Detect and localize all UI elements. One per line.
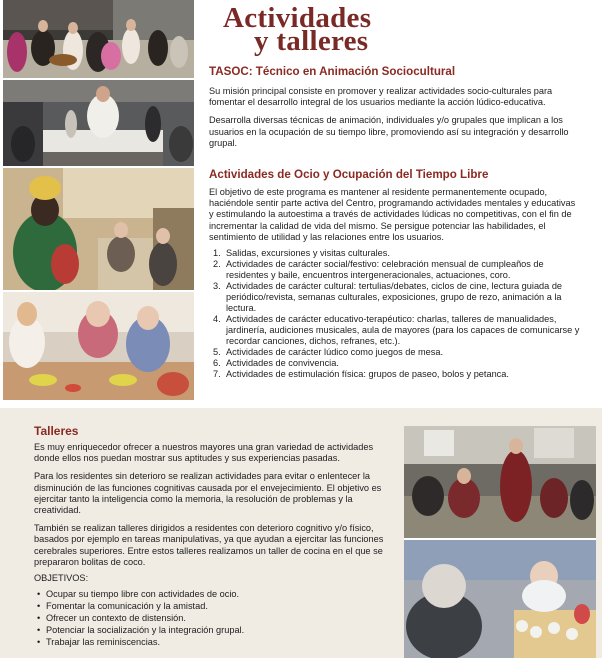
tasoc-paragraph-2: Desarrolla diversas técnicas de animación, individuales y/o grupales que implican a los usuarios en la ocupación de su tiempo libre, promoviendo así su integración y desarrollo grupal. (209, 115, 569, 148)
talleres-paragraph-2: Para los residentes sin deterioro se realizan actividades para evitar o enlentecer la disminución de las funciones cognitivas causada por el envejecimiento. El objetivo es ejercitar tanto la inteligencia como la memoria, la resolución de problemas y la creatividad. (34, 471, 382, 516)
photo-music-band (404, 426, 596, 540)
page-title-line1: Actividades (223, 2, 372, 34)
talleres-section (34, 424, 396, 648)
talleres-paragraph-1: Es muy enriquecedor ofrecer a nuestros mayores una gran variedad de actividades donde ellos nos puedan mostrar sus aptitudes y sus experiencias pasadas. (34, 442, 374, 464)
ocio-heading: Actividades de Ocio y Ocupación del Tiempo Libre (209, 168, 489, 181)
list-item: 3. Actividades de carácter cultural: tertulias/debates, ciclos de cine, lectura guiada de periódico/revista, semanas culturales, exposiciones, grupo de rezo, animación a la lectura. (213, 281, 563, 314)
page-title-line2: y talleres (254, 25, 369, 57)
list-item: 5. Actividades de carácter lúdico como juegos de mesa. (213, 347, 444, 358)
tasoc-paragraph-1: Su misión principal consiste en promover y realizar actividades socio-culturales para fomentar el desarrollo integral de los usuarios mediante la acción lúdico-educativa. (209, 86, 553, 108)
talleres-paragraph-3: También se realizan talleres dirigidos a residentes con deterioro cognitivo y/o físico, basados por ejemplo en tareas manipulativas, ya que ayudan a ejercitar las funciones cerebrales superiores. Entre estos talleres realizamos un taller de cocina en el que se prepararon bolitas de coco. (34, 523, 384, 567)
photo-music-performance (3, 0, 194, 80)
objetivos-label: OBJETIVOS: (34, 573, 89, 584)
photo-three-kings (3, 168, 194, 292)
list-item: • Potenciar la socialización y la integración grupal. (34, 624, 396, 636)
list-item: 1. Salidas, excursiones y visitas culturales. (213, 248, 390, 259)
photo-crafts-table (3, 292, 194, 402)
talleres-heading: Talleres (34, 424, 79, 438)
list-item: 7. Actividades de estimulación física: grupos de paseo, bolos y petanca. (213, 369, 509, 380)
list-item: 6. Actividades de convivencia. (213, 358, 339, 369)
tasoc-heading: TASOC: Técnico en Animación Sociocultural (209, 65, 456, 78)
list-item: • Trabajar las reminiscencias. (34, 636, 396, 648)
list-item: • Fomentar la comunicación y la amistad. (34, 600, 396, 612)
ocio-section (209, 168, 587, 380)
objetivos-list (34, 588, 396, 648)
tasoc-section (209, 65, 587, 149)
list-item: • Ocupar su tiempo libre con actividades de ocio. (34, 588, 396, 600)
ocio-intro: El objetivo de este programa es mantener al residente permanentemente ocupado, haciéndole sentir parte activa del Centro, programando actividades mentales y educativas y estimulando la autoestima a través de actividades lúdicas no competitivas, con el fin de incrementar la calidad de vida del mismo. Se persigue potenciar las habilidades, el sentimiento de utilidad y las relaciones entre los usuarios. (209, 187, 576, 242)
ocio-activity-list (209, 248, 581, 380)
list-item: 4. Actividades de carácter educativo-terapéutico: charlas, talleres de manualidades, jardinería, audiciones musicales, aula de mayores (para los capaces de comunicarse y recordar canciones, dichos, refranes, etc.). (213, 314, 580, 347)
list-item: • Ofrecer un contexto de distensión. (34, 612, 396, 624)
photo-cooking-workshop (404, 540, 596, 660)
list-item: 2. Actividades de carácter social/festivo: celebración mensual de cumpleaños de residentes y baile, encuentros intergeneracionales, actuaciones, coro. (213, 259, 544, 281)
photo-mass-ceremony (3, 80, 194, 168)
